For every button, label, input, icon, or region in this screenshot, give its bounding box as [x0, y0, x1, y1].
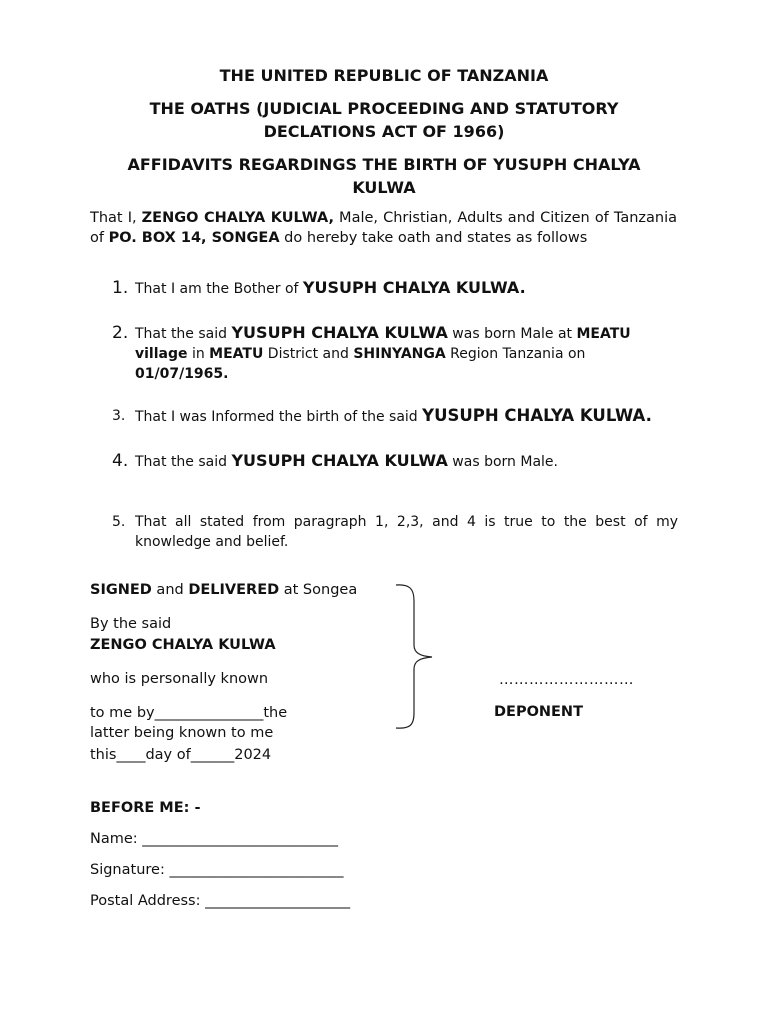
- republic-heading: THE UNITED REPUBLIC OF TANZANIA: [219, 66, 549, 85]
- to-me-by-line: to me by_______________the: [90, 705, 288, 721]
- deponent-name: ZENGO CHALYA KULWA: [90, 637, 276, 653]
- intro-paragraph: That I, ZENGO CHALYA KULWA, Male, Christian, Adults and Citizen of Tanzania of PO. BOX 14, SONGEA do hereby take oath and states as follows: [90, 210, 677, 246]
- affidavit-title: AFFIDAVITS REGARDINGS THE BIRTH OF YUSUPH CHALYA KULWA: [127, 155, 641, 197]
- deponent-label: DEPONENT: [494, 704, 583, 720]
- paragraph-2: 2. That the said YUSUPH CHALYA KULWA was born Male at MEATU village in MEATU District and SHINYANGA Region Tanzania on 01/07/1965.: [112, 323, 631, 382]
- item-number: 3.: [112, 408, 126, 424]
- before-me-heading: BEFORE ME: -: [90, 800, 201, 816]
- item-number: 2.: [112, 323, 129, 343]
- deponent-name-bold: ZENGO CHALYA KULWA,: [141, 210, 334, 226]
- personally-known-line: who is personally known: [90, 671, 269, 687]
- commissioner-postal-field: Postal Address: ____________________: [90, 893, 351, 909]
- paragraph-4: 4. That the said YUSUPH CHALYA KULWA was born Male.: [112, 451, 558, 471]
- item-number: 4.: [112, 451, 129, 471]
- oaths-act-heading: THE OATHS (JUDICIAL PROCEEDING AND STATUTORY DECLATIONS ACT OF 1966): [149, 99, 619, 141]
- item-number: 1.: [112, 278, 129, 298]
- by-the-said: By the said: [90, 616, 172, 632]
- item-number: 5.: [112, 514, 126, 530]
- paragraph-1: 1. That I am the Bother of YUSUPH CHALYA KULWA.: [112, 278, 526, 298]
- latter-line: latter being known to me: [90, 725, 274, 741]
- date-line: this____day of______2024: [90, 747, 272, 763]
- commissioner-signature-field: Signature: ________________________: [90, 862, 344, 878]
- paragraph-3: 3. That I was Informed the birth of the said YUSUPH CHALYA KULWA.: [112, 406, 652, 425]
- paragraph-5: 5. That all stated from paragraph 1, 2,3, and 4 is true to the best of my knowledge and belief.: [112, 514, 678, 550]
- signed-delivered-line: SIGNED and DELIVERED at Songea: [90, 582, 358, 598]
- commissioner-name-field: Name: ___________________________: [90, 831, 339, 847]
- address-bold: PO. BOX 14, SONGEA: [108, 229, 280, 246]
- signature-dots: ………………………: [499, 672, 634, 688]
- curly-brace-icon: [394, 583, 440, 731]
